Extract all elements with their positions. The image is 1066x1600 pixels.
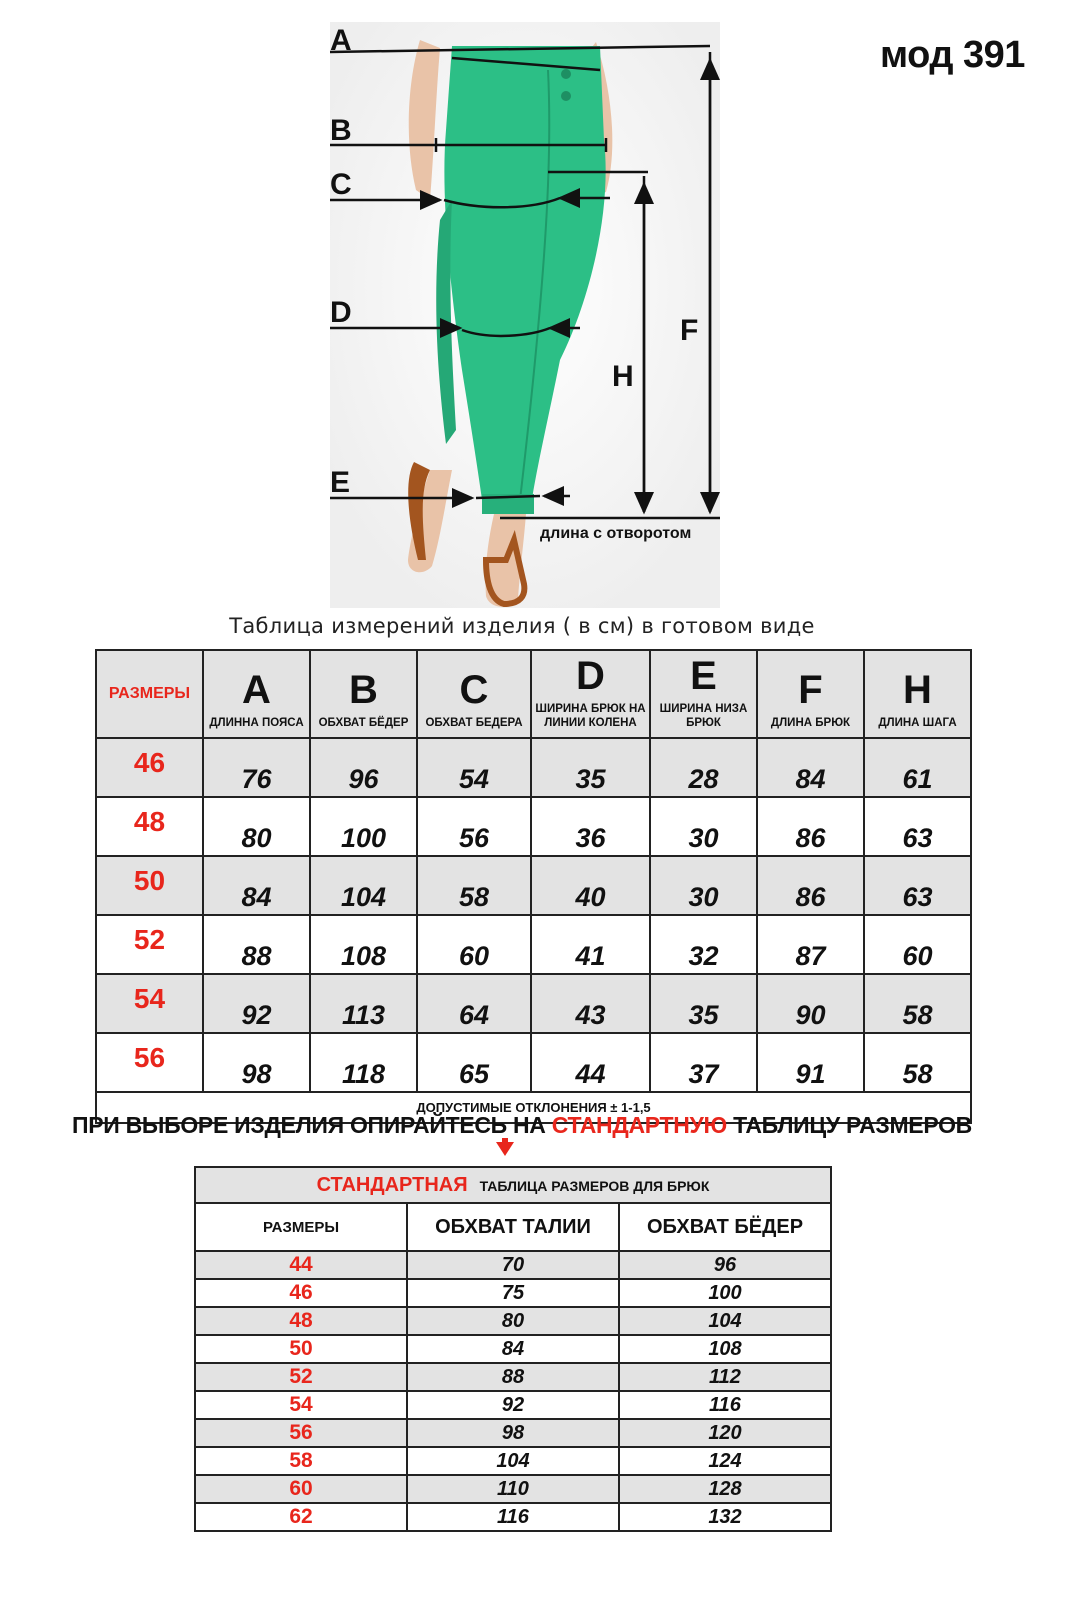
standard-title-highlight: СТАНДАРТНАЯ <box>316 1173 468 1196</box>
value-cell: 61 <box>864 738 971 797</box>
waist-cell: 84 <box>407 1335 619 1363</box>
value-cell: 113 <box>310 974 417 1033</box>
size-cell: 46 <box>195 1279 407 1307</box>
value-cell: 63 <box>864 856 971 915</box>
size-cell: 52 <box>96 915 203 974</box>
hips-column-header: ОБХВАТ БЁДЕР <box>619 1203 831 1251</box>
waist-cell: 104 <box>407 1447 619 1475</box>
hips-cell: 112 <box>619 1363 831 1391</box>
size-cell: 54 <box>195 1391 407 1419</box>
measurement-table-caption: Таблица измерений изделия ( в см) в готовом виде <box>229 614 815 638</box>
value-cell: 84 <box>203 856 310 915</box>
value-cell: 108 <box>310 915 417 974</box>
hips-cell: 100 <box>619 1279 831 1307</box>
pants-measurement-figure <box>0 0 1066 610</box>
column-name: ОБХВАТ БЕДЕРА <box>425 717 523 729</box>
column-letter: E <box>690 654 717 698</box>
value-cell: 58 <box>417 856 531 915</box>
value-cell: 37 <box>650 1033 757 1092</box>
size-cell: 48 <box>96 797 203 856</box>
value-cell: 104 <box>310 856 417 915</box>
table-row <box>96 797 971 856</box>
waist-cell: 70 <box>407 1251 619 1279</box>
value-cell: 43 <box>531 974 650 1033</box>
value-cell: 28 <box>650 738 757 797</box>
size-cell: 50 <box>96 856 203 915</box>
value-cell: 91 <box>757 1033 864 1092</box>
note-highlight: СТАНДАРТНУЮ <box>551 1112 727 1138</box>
standard-title-text: ТАБЛИЦА РАЗМЕРОВ ДЛЯ БРЮК <box>479 1177 710 1194</box>
value-cell: 96 <box>310 738 417 797</box>
label-f: F <box>680 314 699 347</box>
pants-button-bottom <box>561 91 571 101</box>
hips-cell: 104 <box>619 1307 831 1335</box>
value-cell: 36 <box>531 797 650 856</box>
hips-cell: 120 <box>619 1419 831 1447</box>
column-header <box>650 650 757 738</box>
table-row <box>96 915 971 974</box>
table-row <box>96 1033 971 1092</box>
table-row <box>195 1475 831 1503</box>
column-name: ДЛИНА БРЮК <box>770 717 851 729</box>
waist-cell: 75 <box>407 1279 619 1307</box>
pants-button-top <box>561 69 571 79</box>
column-name: ОБХВАТ БЁДЕР <box>318 717 409 729</box>
column-letter: D <box>576 654 605 698</box>
hips-cell: 116 <box>619 1391 831 1419</box>
value-cell: 118 <box>310 1033 417 1092</box>
note-text-before: ПРИ ВЫБОРЕ ИЗДЕЛИЯ ОПИРАЙТЕСЬ НА <box>71 1112 552 1138</box>
measurement-header-row <box>96 650 971 738</box>
size-column-header: РАЗМЕРЫ <box>195 1203 407 1251</box>
value-cell: 90 <box>757 974 864 1033</box>
hips-cell: 108 <box>619 1335 831 1363</box>
value-cell: 58 <box>864 974 971 1033</box>
value-cell: 84 <box>757 738 864 797</box>
column-header <box>310 650 417 738</box>
column-header <box>864 650 971 738</box>
table-row <box>195 1503 831 1531</box>
label-a: A <box>330 24 352 57</box>
value-cell: 88 <box>203 915 310 974</box>
value-cell: 80 <box>203 797 310 856</box>
tolerance-note: ДОПУСТИМЫЕ ОТКЛОНЕНИЯ ± 1-1,5 <box>96 1092 971 1123</box>
value-cell: 35 <box>531 738 650 797</box>
column-name: ШИРИНА БРЮК НА ЛИНИИ КОЛЕНА <box>535 703 646 729</box>
value-cell: 60 <box>417 915 531 974</box>
value-cell: 100 <box>310 797 417 856</box>
table-row <box>195 1251 831 1279</box>
waist-cell: 88 <box>407 1363 619 1391</box>
standard-header-row <box>195 1203 831 1251</box>
value-cell: 98 <box>203 1033 310 1092</box>
size-choice-note <box>0 1112 1044 1139</box>
hips-cell: 132 <box>619 1503 831 1531</box>
value-cell: 92 <box>203 974 310 1033</box>
column-letter: B <box>349 668 378 712</box>
hips-cell: 128 <box>619 1475 831 1503</box>
label-b: B <box>330 114 352 147</box>
arrow-down-icon <box>496 1142 514 1156</box>
hips-cell: 96 <box>619 1251 831 1279</box>
column-name: ШИРИНА НИЗА БРЮК <box>659 703 748 729</box>
value-cell: 76 <box>203 738 310 797</box>
value-cell: 58 <box>864 1033 971 1092</box>
column-letter: A <box>242 668 271 712</box>
table-row <box>195 1363 831 1391</box>
value-cell: 65 <box>417 1033 531 1092</box>
model-label: мод 391 <box>880 34 1025 76</box>
label-e: E <box>330 466 351 499</box>
value-cell: 41 <box>531 915 650 974</box>
size-cell: 58 <box>195 1447 407 1475</box>
size-cell: 60 <box>195 1475 407 1503</box>
label-d: D <box>330 296 352 329</box>
value-cell: 54 <box>417 738 531 797</box>
standard-size-table <box>194 1166 832 1532</box>
waist-cell: 80 <box>407 1307 619 1335</box>
value-cell: 56 <box>417 797 531 856</box>
value-cell: 86 <box>757 856 864 915</box>
value-cell: 35 <box>650 974 757 1033</box>
size-cell: 54 <box>96 974 203 1033</box>
waist-cell: 98 <box>407 1419 619 1447</box>
table-row <box>195 1335 831 1363</box>
standard-table-title <box>195 1167 831 1203</box>
waist-cell: 92 <box>407 1391 619 1419</box>
value-cell: 30 <box>650 797 757 856</box>
size-cell: 52 <box>195 1363 407 1391</box>
table-row <box>195 1279 831 1307</box>
column-letter: H <box>903 668 932 712</box>
value-cell: 60 <box>864 915 971 974</box>
value-cell: 30 <box>650 856 757 915</box>
column-letter: C <box>459 668 489 712</box>
size-column-header: РАЗМЕРЫ <box>96 650 203 738</box>
label-h: H <box>612 360 634 393</box>
standard-title-row <box>195 1167 831 1203</box>
column-header <box>203 650 310 738</box>
value-cell: 63 <box>864 797 971 856</box>
waist-cell: 116 <box>407 1503 619 1531</box>
table-row <box>96 974 971 1033</box>
column-header <box>417 650 531 738</box>
value-cell: 40 <box>531 856 650 915</box>
value-cell: 32 <box>650 915 757 974</box>
table-row <box>96 856 971 915</box>
measurement-table <box>95 649 972 1124</box>
hips-cell: 124 <box>619 1447 831 1475</box>
size-cell: 50 <box>195 1335 407 1363</box>
value-cell: 44 <box>531 1033 650 1092</box>
column-header <box>531 650 650 738</box>
size-cell: 48 <box>195 1307 407 1335</box>
table-row <box>195 1419 831 1447</box>
waist-cell: 110 <box>407 1475 619 1503</box>
label-c: C <box>330 168 352 201</box>
column-name: ДЛИНА ШАГА <box>878 717 957 729</box>
size-cell: 62 <box>195 1503 407 1531</box>
size-cell: 56 <box>195 1419 407 1447</box>
waist-column-header: ОБХВАТ ТАЛИИ <box>407 1203 619 1251</box>
size-cell: 46 <box>96 738 203 797</box>
note-text-after: ТАБЛИЦУ РАЗМЕРОВ <box>726 1112 972 1138</box>
table-row <box>195 1447 831 1475</box>
column-letter: F <box>798 668 823 712</box>
table-row <box>195 1391 831 1419</box>
value-cell: 64 <box>417 974 531 1033</box>
column-name: ДЛИННА ПОЯСА <box>209 717 304 729</box>
size-cell: 44 <box>195 1251 407 1279</box>
value-cell: 87 <box>757 915 864 974</box>
size-cell: 56 <box>96 1033 203 1092</box>
value-cell: 86 <box>757 797 864 856</box>
table-row <box>96 738 971 797</box>
cuff-length-note: длина с отворотом <box>540 525 692 542</box>
column-header <box>757 650 864 738</box>
table-row <box>195 1307 831 1335</box>
